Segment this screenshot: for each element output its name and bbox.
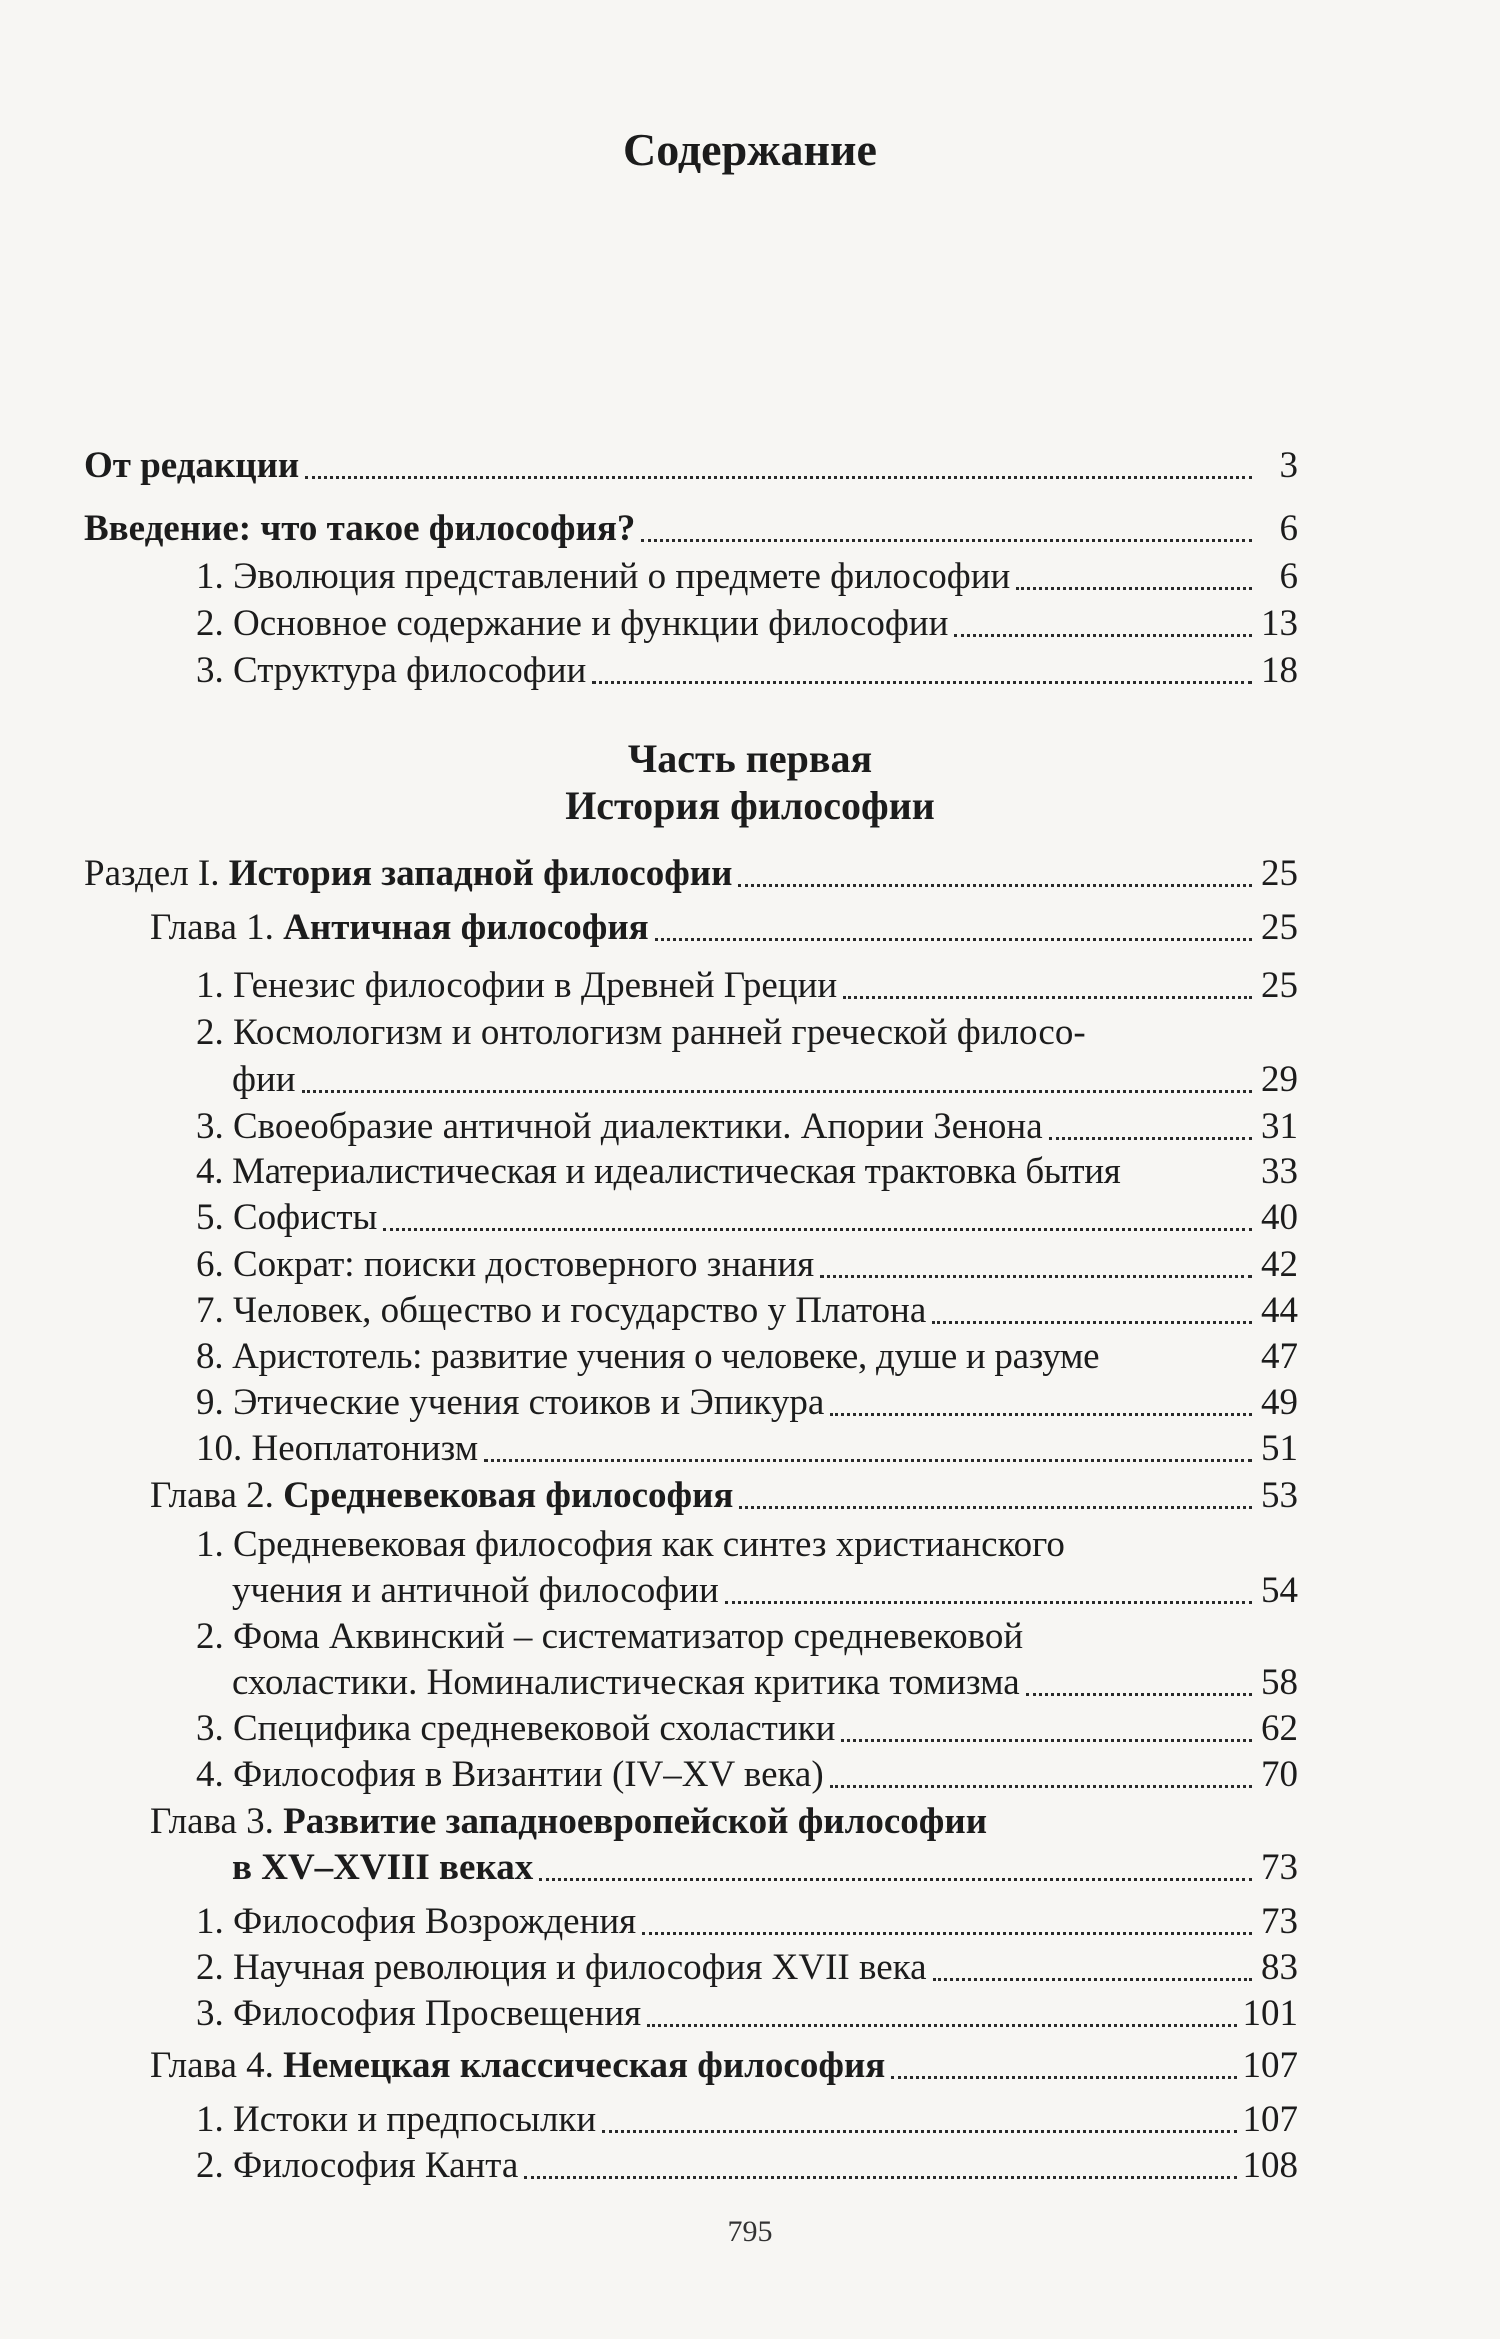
leader-dots — [843, 996, 1252, 999]
toc-chapter — [232, 1846, 1298, 1890]
toc-entry-text: фии — [232, 1059, 296, 1100]
toc-entry-text: 7. Человек, общество и государство у Платона — [196, 1290, 927, 1331]
toc-page-number: 62 — [1261, 1708, 1298, 1749]
toc-entry — [196, 1105, 1298, 1149]
toc-chapter — [150, 2044, 1298, 2088]
chapter-prefix: Глава 1. — [150, 907, 284, 948]
page-title: Содержание — [623, 124, 877, 175]
toc-entry-text: 6. Сократ: поиски достоверного знания — [196, 1244, 815, 1285]
toc-entry — [196, 555, 1298, 599]
section-title: История западной философии — [228, 853, 733, 894]
toc-entry-text: 4. Философия в Византии (IV–XV века) — [196, 1754, 824, 1795]
toc-entry — [196, 1900, 1298, 1944]
toc-entry — [196, 1243, 1298, 1287]
leader-dots — [1016, 587, 1252, 590]
toc-entry-text: 2. Философия Канта — [196, 2145, 519, 2186]
toc-page-number: 31 — [1261, 1106, 1298, 1147]
toc-entry — [196, 1427, 1298, 1471]
leader-dots — [739, 1506, 1252, 1509]
toc-entry-text: 2. Научная революция и философия XVII века — [196, 1947, 927, 1988]
toc-entry-text: Введение: что такое философия? — [84, 508, 636, 549]
toc-entry — [196, 2098, 1298, 2142]
chapter-label — [150, 2044, 885, 2088]
toc-entry — [196, 602, 1298, 646]
toc-entry — [196, 1196, 1298, 1240]
toc-page-number: 58 — [1261, 1662, 1298, 1703]
toc-entry — [196, 2144, 1298, 2188]
toc-entry-text: 5. Софисты — [196, 1197, 378, 1238]
leader-dots — [830, 1785, 1252, 1788]
toc-page-number: 18 — [1261, 650, 1298, 691]
toc-chapter — [150, 906, 1298, 950]
toc-page-number: 6 — [1279, 508, 1298, 549]
leader-dots — [1049, 1137, 1252, 1140]
section-prefix: Раздел I. — [84, 853, 229, 894]
leader-dots — [647, 2024, 1236, 2027]
toc-entry — [232, 1058, 1298, 1102]
toc-entry — [196, 1335, 1298, 1379]
toc-entry-text: 4. Материалистическая и идеалистическая трактовка бытия — [196, 1151, 1121, 1192]
leader-dots — [642, 1932, 1252, 1935]
toc-entry-text: 2. Фома Аквинский – систематизатор средневековой — [196, 1616, 1024, 1657]
toc-entry — [196, 1381, 1298, 1425]
toc-page-number: 29 — [1261, 1059, 1298, 1100]
toc-entry-text: схоластики. Номиналистическая критика томизма — [232, 1662, 1020, 1703]
leader-dots — [592, 681, 1252, 684]
part-title: История философии — [565, 783, 935, 828]
toc-entry — [196, 1707, 1298, 1751]
toc-page-number: 25 — [1261, 965, 1298, 1006]
toc-page-number: 42 — [1261, 1244, 1298, 1285]
toc-entry-text: 9. Этические учения стоиков и Эпикура — [196, 1382, 825, 1423]
toc-entry — [196, 649, 1298, 693]
toc-page-number: 53 — [1261, 1475, 1298, 1516]
toc-entry-text: 1. Истоки и предпосылки — [196, 2099, 597, 2140]
toc-section — [84, 852, 1298, 896]
leader-dots — [602, 2130, 1236, 2133]
toc-chapter — [150, 1474, 1298, 1518]
chapter-prefix: Глава 2. — [150, 1475, 284, 1516]
chapter-title: Средневековая философия — [283, 1475, 734, 1516]
toc-page-number: 13 — [1261, 603, 1298, 644]
toc-page-number: 47 — [1261, 1336, 1298, 1377]
toc-entry — [196, 1946, 1298, 1990]
part-heading: Часть первая — [627, 736, 873, 781]
leader-dots — [1026, 1693, 1252, 1696]
toc-page-number: 107 — [1242, 2045, 1298, 2086]
toc-page-number: 40 — [1261, 1197, 1298, 1238]
chapter-title: Немецкая классическая философия — [283, 2045, 886, 2086]
chapter-prefix: Глава 3. — [150, 1801, 284, 1842]
toc-entry — [196, 1150, 1298, 1194]
toc-page-number: 51 — [1261, 1428, 1298, 1469]
page-number: 795 — [727, 2215, 773, 2248]
toc-page-number: 73 — [1261, 1847, 1298, 1888]
leader-dots — [641, 539, 1252, 542]
chapter-prefix: Глава 4. — [150, 2045, 284, 2086]
leader-dots — [655, 938, 1252, 941]
toc-entry-text: 3. Своеобразие античной диалектики. Апории Зенона — [196, 1106, 1043, 1147]
toc-page-number: 44 — [1261, 1290, 1298, 1331]
toc-entry-editorial — [84, 444, 1298, 488]
leader-dots — [933, 1978, 1252, 1981]
leader-dots — [305, 476, 1252, 479]
chapter-title: в XV–XVIII веках — [232, 1847, 534, 1888]
toc-entry-text: 2. Основное содержание и функции философии — [196, 603, 949, 644]
toc-entry-text: 1. Философия Возрождения — [196, 1901, 637, 1942]
toc-entry-text: 1. Эволюция представлений о предмете философии — [196, 556, 1011, 597]
toc-entry-text: учения и античной философии — [232, 1570, 719, 1611]
toc-entry-introduction — [84, 507, 1298, 551]
toc-page-number: 6 — [1279, 556, 1298, 597]
leader-dots — [830, 1413, 1252, 1416]
toc-page-number: 49 — [1261, 1382, 1298, 1423]
toc-entry — [232, 1569, 1298, 1613]
toc-entry — [196, 1992, 1298, 2036]
leader-dots — [484, 1459, 1252, 1462]
toc-entry-text: 10. Неоплатонизм — [196, 1428, 479, 1469]
leader-dots — [725, 1601, 1252, 1604]
toc-entry — [196, 964, 1298, 1008]
leader-dots — [539, 1878, 1252, 1881]
toc-entry-text: От редакции — [84, 445, 300, 486]
toc-page-number: 3 — [1279, 445, 1298, 486]
chapter-title: Античная философия — [283, 907, 649, 948]
toc-page-number: 107 — [1242, 2099, 1298, 2140]
leader-dots — [524, 2176, 1236, 2179]
leader-dots — [302, 1090, 1252, 1093]
chapter-title: Развитие западноевропейской философии — [283, 1801, 988, 1842]
chapter-label — [150, 1474, 733, 1518]
toc-entry-text: 2. Космологизм и онтологизм ранней греческой филосо- — [196, 1012, 1086, 1053]
toc-page-number: 70 — [1261, 1754, 1298, 1795]
leader-dots — [954, 634, 1252, 637]
toc-page-number: 101 — [1242, 1993, 1298, 2034]
toc-page-number: 25 — [1261, 907, 1298, 948]
toc-page-number: 83 — [1261, 1947, 1298, 1988]
toc-entry-text: 3. Специфика средневековой схоластики — [196, 1708, 836, 1749]
toc-page-number: 25 — [1261, 853, 1298, 894]
toc-page-number: 108 — [1242, 2145, 1298, 2186]
toc-entry-text: 1. Генезис философии в Древней Греции — [196, 965, 838, 1006]
chapter-label — [150, 1800, 987, 1844]
leader-dots — [841, 1739, 1252, 1742]
toc-page-number: 73 — [1261, 1901, 1298, 1942]
toc-page-number: 54 — [1261, 1570, 1298, 1611]
toc-entry-text: 3. Философия Просвещения — [196, 1993, 642, 2034]
toc-entry — [196, 1753, 1298, 1797]
leader-dots — [891, 2076, 1236, 2079]
toc-entry-text: 1. Средневековая философия как синтез христианского — [196, 1524, 1065, 1565]
toc-page-number: 33 — [1261, 1151, 1298, 1192]
section-label — [84, 852, 732, 896]
chapter-label — [150, 906, 649, 950]
toc-entry — [232, 1661, 1298, 1705]
toc-entry — [196, 1289, 1298, 1333]
leader-dots — [820, 1275, 1252, 1278]
toc-entry-text: 3. Структура философии — [196, 650, 587, 691]
leader-dots — [383, 1228, 1252, 1231]
toc-entry-text: 8. Аристотель: развитие учения о человеке, душе и разуме — [196, 1336, 1100, 1377]
leader-dots — [932, 1321, 1252, 1324]
leader-dots — [738, 884, 1252, 887]
